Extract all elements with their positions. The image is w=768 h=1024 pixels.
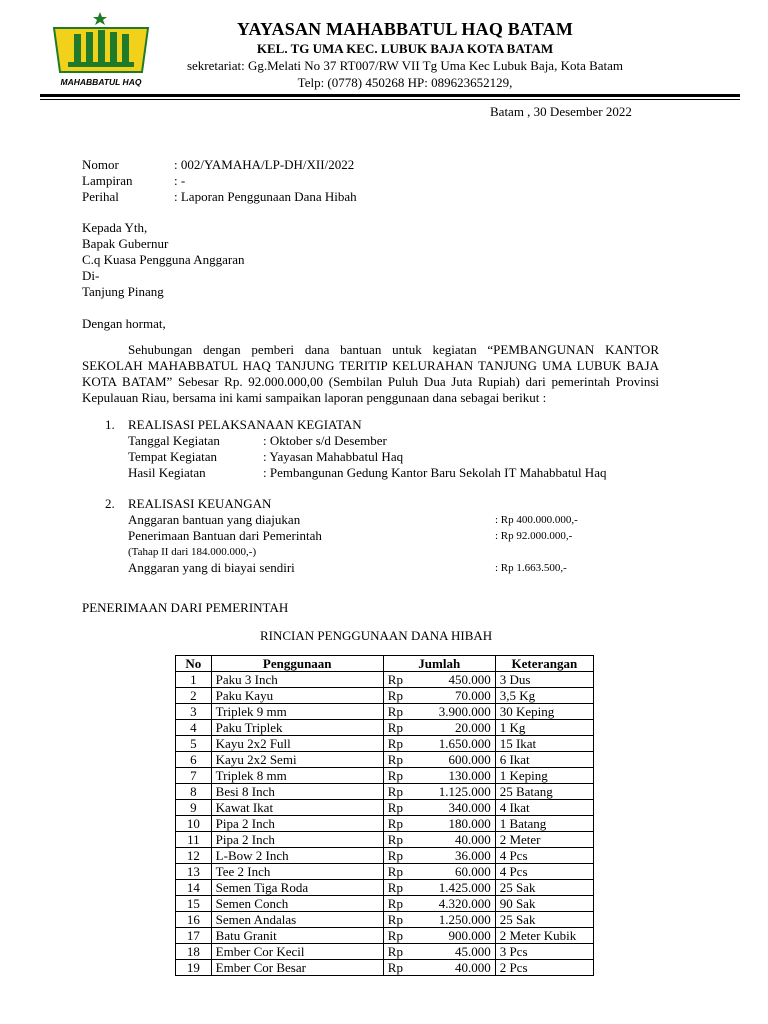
cell-no: 9 xyxy=(176,800,212,816)
currency-label: Rp xyxy=(387,751,403,767)
org-subname: KEL. TG UMA KEC. LUBUK BAJA KOTA BATAM xyxy=(256,41,554,56)
cell-penggunaan: Besi 8 Inch xyxy=(211,784,383,800)
section-row xyxy=(105,512,578,528)
cell-keterangan: 4 Ikat xyxy=(495,800,593,816)
cell-jumlah xyxy=(383,896,495,912)
section-heading xyxy=(105,417,606,433)
section-row xyxy=(105,544,578,560)
table-title: RINCIAN PENGGUNAAN DANA HIBAH xyxy=(260,628,493,643)
row-value: : Yayasan Mahabbatul Haq xyxy=(263,449,404,464)
table-row xyxy=(176,928,594,944)
meta-value: : Laporan Penggunaan Dana Hibah xyxy=(174,189,357,204)
cell-keterangan: 1 Keping xyxy=(495,768,593,784)
table-row xyxy=(176,720,594,736)
table-row xyxy=(176,736,594,752)
cell-no: 11 xyxy=(176,832,212,848)
section-number: 2. xyxy=(105,496,115,511)
letterhead-rule-thin xyxy=(40,99,740,100)
recipient-line: Bapak Gubernur xyxy=(82,236,169,251)
meta-row xyxy=(82,189,357,205)
section-row xyxy=(105,449,606,465)
cell-keterangan: 3 Dus xyxy=(495,672,593,688)
amount-value: 60.000 xyxy=(454,863,491,879)
col-header-jumlah: Jumlah xyxy=(383,656,495,672)
section-heading xyxy=(105,496,578,512)
amount-value: 36.000 xyxy=(454,847,491,863)
section-kegiatan xyxy=(105,417,606,481)
recipient-block xyxy=(82,220,244,300)
cell-keterangan: 4 Pcs xyxy=(495,864,593,880)
cell-penggunaan: Kayu 2x2 Full xyxy=(211,736,383,752)
row-value: : Rp 1.663.500,- xyxy=(495,562,567,574)
letter-meta xyxy=(82,157,357,205)
currency-label: Rp xyxy=(387,863,403,879)
cell-penggunaan: Ember Cor Kecil xyxy=(211,944,383,960)
cell-jumlah xyxy=(383,800,495,816)
table-row xyxy=(176,960,594,976)
meta-value: : - xyxy=(174,173,186,188)
logo-text: MAHABBATUL HAQ xyxy=(60,77,142,87)
recipient-line: Tanjung Pinang xyxy=(82,284,164,299)
recipient-line: Di- xyxy=(82,268,100,283)
cell-no: 2 xyxy=(176,688,212,704)
cell-penggunaan: Semen Tiga Roda xyxy=(211,880,383,896)
cell-jumlah xyxy=(383,864,495,880)
table-row xyxy=(176,704,594,720)
row-value: : Rp 92.000.000,- xyxy=(495,530,573,542)
amount-value: 340.000 xyxy=(448,799,491,815)
amount-value: 130.000 xyxy=(448,767,491,783)
amount-value: 45.000 xyxy=(454,943,491,959)
row-label: Penerimaan Bantuan dari Pemerintah xyxy=(128,528,322,543)
cell-keterangan: 1 Batang xyxy=(495,816,593,832)
col-header-no: No xyxy=(176,656,212,672)
cell-keterangan: 2 Pcs xyxy=(495,960,593,976)
cell-keterangan: 25 Sak xyxy=(495,912,593,928)
meta-label: Perihal xyxy=(82,189,119,204)
cell-keterangan: 15 Ikat xyxy=(495,736,593,752)
amount-value: 450.000 xyxy=(448,671,491,687)
org-name: YAYASAN MAHABBATUL HAQ BATAM xyxy=(236,19,574,39)
row-label: (Tahap II dari 184.000.000,-) xyxy=(128,546,257,558)
table-body xyxy=(176,672,594,976)
cell-keterangan: 6 Ikat xyxy=(495,752,593,768)
currency-label: Rp xyxy=(387,719,403,735)
cell-penggunaan: Paku 3 Inch xyxy=(211,672,383,688)
cell-no: 4 xyxy=(176,720,212,736)
table-row xyxy=(176,816,594,832)
cell-jumlah xyxy=(383,720,495,736)
cell-penggunaan: Semen Conch xyxy=(211,896,383,912)
org-address: sekretariat: Gg.Melati No 37 RT007/RW VII Tg Uma Kec Lubuk Baja, Kota Batam xyxy=(186,58,624,73)
currency-label: Rp xyxy=(387,799,403,815)
cell-no: 5 xyxy=(176,736,212,752)
table-header-row xyxy=(176,656,594,672)
table-row xyxy=(176,784,594,800)
cell-keterangan: 4 Pcs xyxy=(495,848,593,864)
amount-value: 70.000 xyxy=(454,687,491,703)
meta-row xyxy=(82,157,357,173)
row-label: Anggaran bantuan yang diajukan xyxy=(128,512,301,527)
cell-penggunaan: Paku Kayu xyxy=(211,688,383,704)
cell-jumlah xyxy=(383,784,495,800)
cell-no: 14 xyxy=(176,880,212,896)
currency-label: Rp xyxy=(387,703,403,719)
cell-penggunaan: Tee 2 Inch xyxy=(211,864,383,880)
row-value: : Rp 400.000.000,- xyxy=(495,514,578,526)
cell-keterangan: 2 Meter Kubik xyxy=(495,928,593,944)
table-row xyxy=(176,944,594,960)
cell-keterangan: 3,5 Kg xyxy=(495,688,593,704)
letterhead-rule-thick xyxy=(40,94,740,97)
cell-jumlah xyxy=(383,960,495,976)
amount-value: 1.125.000 xyxy=(438,783,491,799)
cell-no: 6 xyxy=(176,752,212,768)
amount-value: 40.000 xyxy=(454,959,491,975)
cell-no: 8 xyxy=(176,784,212,800)
letterhead xyxy=(160,18,650,91)
cell-keterangan: 25 Sak xyxy=(495,880,593,896)
cell-keterangan: 25 Batang xyxy=(495,784,593,800)
rincian-table xyxy=(175,655,594,976)
cell-no: 18 xyxy=(176,944,212,960)
amount-value: 20.000 xyxy=(454,719,491,735)
cell-no: 15 xyxy=(176,896,212,912)
cell-penggunaan: Semen Andalas xyxy=(211,912,383,928)
table-row xyxy=(176,912,594,928)
currency-label: Rp xyxy=(387,735,403,751)
cell-jumlah xyxy=(383,672,495,688)
col-header-penggunaan: Penggunaan xyxy=(211,656,383,672)
cell-penggunaan: Ember Cor Besar xyxy=(211,960,383,976)
cell-jumlah xyxy=(383,736,495,752)
table-row xyxy=(176,880,594,896)
cell-no: 19 xyxy=(176,960,212,976)
table-row xyxy=(176,832,594,848)
section-row xyxy=(105,433,606,449)
amount-value: 3.900.000 xyxy=(438,703,491,719)
amount-value: 4.320.000 xyxy=(438,895,491,911)
row-label: Anggaran yang di biayai sendiri xyxy=(128,560,295,575)
cell-no: 7 xyxy=(176,768,212,784)
meta-label: Lampiran xyxy=(82,173,133,188)
table-row xyxy=(176,800,594,816)
cell-no: 10 xyxy=(176,816,212,832)
cell-no: 17 xyxy=(176,928,212,944)
cell-jumlah xyxy=(383,832,495,848)
table-row xyxy=(176,688,594,704)
foundation-logo xyxy=(48,10,154,90)
currency-label: Rp xyxy=(387,943,403,959)
section-number: 1. xyxy=(105,417,115,432)
cell-keterangan: 90 Sak xyxy=(495,896,593,912)
amount-value: 1.425.000 xyxy=(438,879,491,895)
meta-row xyxy=(82,173,357,189)
table-row xyxy=(176,752,594,768)
cell-no: 12 xyxy=(176,848,212,864)
currency-label: Rp xyxy=(387,911,403,927)
cell-keterangan: 30 Keping xyxy=(495,704,593,720)
cell-penggunaan: Batu Granit xyxy=(211,928,383,944)
cell-keterangan: 2 Meter xyxy=(495,832,593,848)
amount-value: 1.250.000 xyxy=(438,911,491,927)
section-title: REALISASI KEUANGAN xyxy=(128,496,272,511)
row-value: : Pembangunan Gedung Kantor Baru Sekolah IT Mahabbatul Haq xyxy=(263,465,607,480)
recipient-line: Kepada Yth, xyxy=(82,220,148,235)
col-header-keterangan: Keterangan xyxy=(495,656,593,672)
org-phone: Telp: (0778) 450268 HP: 089623652129, xyxy=(297,75,513,90)
amount-value: 600.000 xyxy=(448,751,491,767)
cell-jumlah xyxy=(383,944,495,960)
cell-penggunaan: Paku Triplek xyxy=(211,720,383,736)
cell-penggunaan: Kawat Ikat xyxy=(211,800,383,816)
cell-keterangan: 1 Kg xyxy=(495,720,593,736)
row-label: Tempat Kegiatan xyxy=(128,449,217,464)
cell-jumlah xyxy=(383,880,495,896)
cell-penggunaan: Kayu 2x2 Semi xyxy=(211,752,383,768)
cell-penggunaan: Triplek 8 mm xyxy=(211,768,383,784)
section-row xyxy=(105,465,606,481)
meta-value: : 002/YAMAHA/LP-DH/XII/2022 xyxy=(174,157,355,172)
currency-label: Rp xyxy=(387,879,403,895)
currency-label: Rp xyxy=(387,927,403,943)
cell-jumlah xyxy=(383,912,495,928)
heading-penerimaan: PENERIMAAN DARI PEMERINTAH xyxy=(82,600,289,615)
cell-no: 13 xyxy=(176,864,212,880)
row-label: Tanggal Kegiatan xyxy=(128,433,220,448)
section-keuangan xyxy=(105,496,578,576)
table-row xyxy=(176,672,594,688)
table-row xyxy=(176,848,594,864)
amount-value: 40.000 xyxy=(454,831,491,847)
section-row xyxy=(105,528,578,544)
cell-jumlah xyxy=(383,768,495,784)
body-paragraph: Sehubungan dengan pemberi dana bantuan untuk kegiatan “PEMBANGUNAN KANTOR SEKOLAH MAHABBATUL HAQ TANJUNG TERITIP KELURAHAN TANJUNG UMA LUBUK BAJA KOTA BATAM” Sebesar Rp. 92.000.000,00 (Sembilan Puluh Dua Juta Rupiah) dari pemerintah Provinsi Kepulauan Riau, bersama ini kami sampaikan laporan penggunaan dana sebagai berikut : xyxy=(82,342,659,405)
cell-jumlah xyxy=(383,752,495,768)
currency-label: Rp xyxy=(387,831,403,847)
amount-value: 180.000 xyxy=(448,815,491,831)
currency-label: Rp xyxy=(387,783,403,799)
currency-label: Rp xyxy=(387,687,403,703)
currency-label: Rp xyxy=(387,847,403,863)
cell-no: 16 xyxy=(176,912,212,928)
currency-label: Rp xyxy=(387,767,403,783)
greeting: Dengan hormat, xyxy=(82,316,166,331)
currency-label: Rp xyxy=(387,895,403,911)
letter-date: Batam , 30 Desember 2022 xyxy=(490,104,632,119)
table-row xyxy=(176,896,594,912)
meta-label: Nomor xyxy=(82,157,119,172)
cell-jumlah xyxy=(383,704,495,720)
row-value: : Oktober s/d Desember xyxy=(263,433,387,448)
cell-keterangan: 3 Pcs xyxy=(495,944,593,960)
section-title: REALISASI PELAKSANAAN KEGIATAN xyxy=(128,417,362,432)
cell-jumlah xyxy=(383,816,495,832)
table-row xyxy=(176,864,594,880)
cell-penggunaan: Pipa 2 Inch xyxy=(211,832,383,848)
currency-label: Rp xyxy=(387,671,403,687)
cell-penggunaan: Triplek 9 mm xyxy=(211,704,383,720)
section-row xyxy=(105,560,578,576)
row-label: Hasil Kegiatan xyxy=(128,465,206,480)
amount-value: 900.000 xyxy=(448,927,491,943)
cell-jumlah xyxy=(383,848,495,864)
cell-jumlah xyxy=(383,928,495,944)
cell-penggunaan: L-Bow 2 Inch xyxy=(211,848,383,864)
amount-value: 1.650.000 xyxy=(438,735,491,751)
cell-no: 3 xyxy=(176,704,212,720)
currency-label: Rp xyxy=(387,815,403,831)
recipient-line: C.q Kuasa Pengguna Anggaran xyxy=(82,252,245,267)
cell-penggunaan: Pipa 2 Inch xyxy=(211,816,383,832)
cell-jumlah xyxy=(383,688,495,704)
currency-label: Rp xyxy=(387,959,403,975)
table-row xyxy=(176,768,594,784)
cell-no: 1 xyxy=(176,672,212,688)
